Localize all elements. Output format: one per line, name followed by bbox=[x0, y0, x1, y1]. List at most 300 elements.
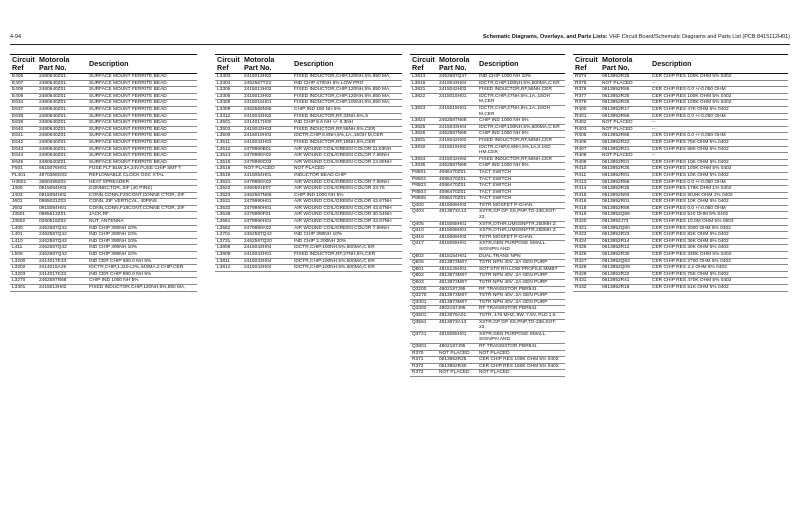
description-cell: NOT PLACED bbox=[292, 166, 402, 173]
description-cell: CER CHIP RES 100K OHM 5% 0402 bbox=[650, 100, 788, 107]
table-row bbox=[410, 350, 565, 357]
description-cell: IND CHIP 390NH 10% bbox=[292, 232, 402, 239]
description-cell: IND CHIP 390NH 10% bbox=[87, 245, 197, 252]
table-row bbox=[10, 232, 197, 239]
table-row bbox=[215, 186, 402, 193]
description-cell: AIR WOUND COIL/GREEN COLOR 11.03NH bbox=[292, 146, 402, 153]
description-cell: SURFACE MOUNT FERRITE BEAD bbox=[87, 159, 197, 166]
circuit-ref-cell: L3816 bbox=[410, 80, 437, 87]
table-row bbox=[410, 228, 565, 235]
table-header-row bbox=[410, 55, 565, 74]
table-row bbox=[410, 176, 565, 183]
circuit-ref-cell: R428 bbox=[573, 265, 600, 272]
table-row bbox=[10, 238, 197, 245]
circuit-ref-cell: L3532 bbox=[215, 205, 242, 212]
description-cell: CER CHIP RES 82K OHM 5% 0402 bbox=[650, 232, 788, 239]
part-number-cell: 4870368G02 bbox=[37, 172, 87, 179]
description-cell: -- bbox=[650, 120, 788, 127]
circuit-ref-cell: R375 bbox=[573, 80, 600, 87]
circuit-ref-cell: Q603 bbox=[410, 280, 437, 287]
circuit-ref-cell: Q405 bbox=[410, 221, 437, 228]
table-row bbox=[573, 74, 788, 81]
part-number-cell: 2415013H02 bbox=[242, 93, 292, 100]
circuit-ref-cell: L3522 bbox=[215, 186, 242, 193]
table-row bbox=[573, 139, 788, 146]
table-row bbox=[410, 137, 565, 144]
description-cell: CHIP IND 1000 NH 5% bbox=[477, 131, 565, 138]
part-number-cell: 0613952R41 bbox=[600, 278, 650, 285]
part-number-cell: 4815069H02 bbox=[437, 202, 477, 209]
part-number-cell: 2480640Z01 bbox=[37, 106, 87, 113]
description-cell: CHIP IND 1000 NH 5% bbox=[477, 118, 565, 125]
circuit-ref-cell: L3813 bbox=[410, 74, 437, 81]
description-cell: TSTR NPN 40V .2A GEN PURP bbox=[477, 273, 565, 280]
table-row bbox=[573, 106, 788, 113]
table-row bbox=[573, 258, 788, 265]
part-number-cell: 2480640Z01 bbox=[37, 146, 87, 153]
circuit-ref-cell: E641 bbox=[10, 133, 37, 140]
description-cell: CHIP IND 1000 NH 5% bbox=[477, 163, 565, 170]
part-number-cell: 2415043H04 bbox=[242, 265, 292, 272]
circuit-ref-cell: Q601 bbox=[410, 266, 437, 273]
circuit-ref-cell: P8504 bbox=[410, 189, 437, 196]
circuit-ref-cell: J400 bbox=[10, 186, 37, 193]
circuit-ref-cell: L505 bbox=[10, 252, 37, 259]
part-number-cell: 2415013H02 bbox=[242, 87, 292, 94]
circuit-ref-cell: R373 bbox=[410, 370, 437, 377]
description-cell: CER CHIP RES 178K OHM 1% 0402 bbox=[650, 186, 788, 193]
part-number-cell: 2680499Z02 bbox=[37, 179, 87, 186]
description-cell: TSTR NPN 40V .2A GEN PURP bbox=[477, 280, 565, 287]
description-cell: CER CHIP RES 100K OHM 5% 0402 bbox=[650, 166, 788, 173]
part-number-cell: 0613952R14 bbox=[600, 238, 650, 245]
part-number-cell: 0613952R01 bbox=[600, 159, 650, 166]
description-cell: FIXED INDUCTOR,RF,27NH,5%,CER bbox=[292, 252, 402, 259]
parts-column-2 bbox=[215, 54, 402, 272]
table-row bbox=[10, 100, 197, 107]
table-row bbox=[215, 93, 402, 100]
description-cell: DUAL TRANS NPN bbox=[477, 253, 565, 260]
table-row bbox=[10, 192, 197, 199]
part-number-cell: 2462587Q42 bbox=[37, 252, 87, 259]
table-row bbox=[573, 245, 788, 252]
description-cell: IND CER CHIP 680.0 NH 5% bbox=[87, 258, 197, 265]
table-row bbox=[573, 285, 788, 292]
circuit-ref-cell: R423 bbox=[573, 232, 600, 239]
table-row bbox=[10, 258, 197, 265]
header-description: Description bbox=[650, 55, 788, 74]
table-row bbox=[215, 139, 402, 146]
description-cell: FIXED INDUCTOR,RF,33NH,5%,S bbox=[292, 113, 402, 120]
table-row bbox=[10, 172, 197, 179]
circuit-ref-cell: Q3501 bbox=[410, 312, 437, 319]
table-row bbox=[215, 238, 402, 245]
description-cell: SURFACE MOUNT FERRITE BEAD bbox=[87, 80, 197, 87]
circuit-ref-cell: R370 bbox=[410, 350, 437, 357]
description-cell: FIXED INDUCTOR,RF,56NH,5%,CER bbox=[292, 126, 402, 133]
description-cell: NOT PLACED bbox=[477, 370, 565, 377]
description-cell: CER CHIP RES 330K OHM 5% 0402 bbox=[650, 252, 788, 259]
part-number-cell: NOT PLACED bbox=[600, 153, 650, 160]
part-number-cell: 2415042H03 bbox=[242, 139, 292, 146]
description-cell: SOT STR RH LOW PROFILE MMBT bbox=[477, 266, 565, 273]
table-row bbox=[10, 133, 197, 140]
part-number-cell: 4813973M07 bbox=[437, 260, 477, 267]
description-cell: IND CHIP 390NH 10% bbox=[87, 238, 197, 245]
circuit-ref-cell: Q3801 bbox=[410, 343, 437, 350]
part-number-cell: NOT PLACED bbox=[600, 120, 650, 127]
table-row bbox=[410, 312, 565, 319]
table-row bbox=[410, 124, 565, 131]
part-number-cell: 0613952R30 bbox=[437, 363, 477, 370]
part-number-cell: 2415015H01 bbox=[437, 105, 477, 117]
table-row bbox=[215, 232, 402, 239]
table-row bbox=[573, 172, 788, 179]
description-cell: IDCTR,CHIP,100NH,5%,500MA,C ER bbox=[292, 265, 402, 272]
description-cell: CONN, ZIF VERTICAL, 40PINS bbox=[87, 199, 197, 206]
description-cell: SURFACE MOUNT FERRITE BEAD bbox=[87, 93, 197, 100]
table-row bbox=[10, 205, 197, 212]
parts-column-3 bbox=[410, 54, 565, 377]
part-number-cell: 2414017H00 bbox=[242, 120, 292, 127]
circuit-ref-cell: L3200 bbox=[10, 258, 37, 265]
header-circuit-ref: Circuit Ref bbox=[410, 55, 437, 74]
table-row bbox=[410, 260, 565, 267]
circuit-ref-cell: R414 bbox=[573, 186, 600, 193]
table-row bbox=[215, 219, 402, 226]
table-row bbox=[573, 179, 788, 186]
description-cell: CER CHIP RES 10K OHM 5% 0402 bbox=[650, 199, 788, 206]
description-cell: IDCTR,CHIP,100NH,5%,500MA,C ER bbox=[292, 258, 402, 265]
description-cell: SURFACE MOUNT FERRITE BEAD bbox=[87, 106, 197, 113]
part-number-cell: 2479990C03 bbox=[242, 159, 292, 166]
part-number-cell: 4815068H01 bbox=[437, 228, 477, 235]
parts-rows bbox=[215, 74, 402, 272]
description-cell: IDCTR,CHIP,100NH,5%,500MA,C ER bbox=[477, 80, 565, 87]
description-cell: SURFACE MOUNT FERRITE BEAD bbox=[87, 100, 197, 107]
part-number-cell: 2479990B01 bbox=[242, 146, 292, 153]
description-cell: IDCTR,CHIP,6.8NH,5%,1A,0.16O HM,CER bbox=[477, 144, 565, 156]
table-row bbox=[573, 252, 788, 259]
part-number-cell: 4815055H01 bbox=[437, 331, 477, 343]
table-row bbox=[573, 93, 788, 100]
part-number-cell: 4813076A01 bbox=[437, 312, 477, 319]
part-number-cell: 2480640Z01 bbox=[37, 87, 87, 94]
part-number-cell: 4086470Z01 bbox=[437, 189, 477, 196]
table-row bbox=[215, 120, 402, 127]
table-row bbox=[573, 100, 788, 107]
circuit-ref-cell: R424 bbox=[573, 238, 600, 245]
part-number-cell: 2414017K33 bbox=[37, 271, 87, 278]
table-row bbox=[10, 219, 197, 226]
part-number-cell: 2480640Z01 bbox=[37, 120, 87, 127]
description-cell: CHIP IND 1000 NH 5% bbox=[292, 192, 402, 199]
part-number-cell: 4813973A13 bbox=[437, 209, 477, 221]
circuit-ref-cell: L3823 bbox=[410, 105, 437, 117]
part-number-cell: 0613952N93 bbox=[600, 192, 650, 199]
header-part-no: Motorola Part No. bbox=[600, 55, 650, 74]
circuit-ref-cell: E644 bbox=[10, 153, 37, 160]
table-row bbox=[10, 179, 197, 186]
header-circuit-ref: Circuit Ref bbox=[215, 55, 242, 74]
table-row bbox=[410, 80, 565, 87]
description-cell: CER CHIP RES 2000 OHM 5% 0402 bbox=[650, 225, 788, 232]
description-cell: XSTR,OTHR,UMG5NFTR,250MH Z bbox=[477, 228, 565, 235]
part-number-cell: 0613952Q66 bbox=[600, 212, 650, 219]
circuit-ref-cell: R408 bbox=[573, 153, 600, 160]
header-part-no: Motorola Part No. bbox=[437, 55, 477, 74]
circuit-ref-cell: Q3200 bbox=[410, 286, 437, 293]
part-number-cell: 2462587N68 bbox=[437, 118, 477, 125]
table-row bbox=[410, 363, 565, 370]
description-cell: FIXED INDUCTOR,CHIP,100NH,5%,850 MA, bbox=[292, 100, 402, 107]
description-cell: IND CHIP 5.6 NH +/- 0.3NH bbox=[292, 120, 402, 127]
circuit-ref-cell: L3506 bbox=[215, 133, 242, 140]
part-number-cell: 2479990H01 bbox=[242, 205, 292, 212]
circuit-ref-cell: L400 bbox=[10, 225, 37, 232]
parts-column-1 bbox=[10, 54, 197, 292]
table-row bbox=[410, 299, 565, 306]
table-row bbox=[215, 153, 402, 160]
table-row bbox=[410, 87, 565, 94]
description-cell: TACT SWITCH bbox=[477, 183, 565, 190]
description-cell: TACT SWITCH bbox=[477, 176, 565, 183]
table-row bbox=[573, 126, 788, 133]
part-number-cell: 2462587N68 bbox=[437, 163, 477, 170]
table-row bbox=[573, 192, 788, 199]
part-number-cell: 0280516Z02 bbox=[37, 219, 87, 226]
circuit-ref-cell: L3832 bbox=[410, 144, 437, 156]
circuit-ref-cell: R374 bbox=[573, 74, 600, 81]
description-cell: SURFACE MOUNT FERRITE BEAD bbox=[87, 133, 197, 140]
table-row bbox=[10, 87, 197, 94]
circuit-ref-cell: P8501 bbox=[410, 169, 437, 176]
circuit-ref-cell: L411 bbox=[10, 245, 37, 252]
circuit-ref-cell: R419 bbox=[573, 212, 600, 219]
table-row bbox=[410, 196, 565, 203]
part-number-cell: 0915084H01 bbox=[37, 205, 87, 212]
table-row bbox=[10, 126, 197, 133]
description-cell: SURFACE MOUNT FERRITE BEAD bbox=[87, 153, 197, 160]
part-number-cell: 0613952Q09 bbox=[600, 265, 650, 272]
description-cell: IDCTR,CHIP,1.2UH,2%,440MA,2 CHIP,CER bbox=[87, 265, 197, 272]
table-row bbox=[215, 265, 402, 272]
description-cell: IDCTR,CHIP,47NH,5%,1A.,16OH M,CER bbox=[477, 93, 565, 105]
table-row bbox=[410, 280, 565, 287]
part-number-cell: 4086470Z01 bbox=[437, 196, 477, 203]
part-number-cell: NOT PLACED bbox=[600, 126, 650, 133]
table-row bbox=[10, 146, 197, 153]
description-cell: FIXED INDUCTOR,CHIP,120NH,5%,850 MA, bbox=[292, 93, 402, 100]
part-number-cell: 4086470Z01 bbox=[437, 183, 477, 190]
header-rule bbox=[10, 44, 790, 45]
table-row bbox=[410, 169, 565, 176]
part-number-cell: 2462587N68 bbox=[437, 131, 477, 138]
table-row bbox=[215, 172, 402, 179]
description-cell: CER CHIP RES 47K OHM 5% 0402 bbox=[650, 106, 788, 113]
table-row bbox=[573, 120, 788, 127]
part-number-cell: 2479990F01 bbox=[242, 212, 292, 219]
description-cell: CER CHIP RES 0.0 +/-0.050 OHM bbox=[650, 87, 788, 94]
table-row bbox=[10, 199, 197, 206]
circuit-ref-cell: L3523 bbox=[215, 192, 242, 199]
description-cell: CONNECTOR, ZIF (40 PINS) bbox=[87, 186, 197, 193]
part-number-cell: 2462587Q42 bbox=[37, 225, 87, 232]
part-number-cell: 2415015H01 bbox=[437, 93, 477, 105]
table-row bbox=[410, 273, 565, 280]
part-number-cell: 2415054H01 bbox=[242, 172, 292, 179]
description-cell: TSTR, 175 MHZ, 8W, 7.5V, PLD 1.5 bbox=[477, 312, 565, 319]
table-row bbox=[573, 238, 788, 245]
table-row bbox=[410, 343, 565, 350]
circuit-ref-cell: L3519 bbox=[215, 172, 242, 179]
table-row bbox=[410, 286, 565, 293]
description-cell: XSTR,GEN PURPOSE SMALL SIGN/PN AND bbox=[477, 241, 565, 253]
description-cell: CER CHIP RES 160K OHM 5% 0402 bbox=[477, 363, 565, 370]
parts-table-2 bbox=[215, 54, 402, 272]
description-cell: TSTR NPN 40V .2A GEN PURP bbox=[477, 293, 565, 300]
description-cell: FUSE FLT BLW,3A,24V,FUSE CHIP SMT T bbox=[87, 166, 197, 173]
page-number: 4-94 bbox=[10, 34, 22, 40]
table-row bbox=[573, 278, 788, 285]
description-cell: IND CHIP 390NH 10% bbox=[87, 232, 197, 239]
description-cell: CER CHIP RES 2700 OHM 5% 0402 bbox=[650, 258, 788, 265]
table-row bbox=[410, 221, 565, 228]
table-row bbox=[410, 241, 565, 253]
description-cell: CER CHIP RES 0.0 +/-0.050 OHM bbox=[650, 179, 788, 186]
circuit-ref-cell: E408 bbox=[10, 87, 37, 94]
table-row bbox=[10, 278, 197, 285]
circuit-ref-cell: E406 bbox=[10, 74, 37, 81]
part-number-cell: 2462587Q42 bbox=[37, 232, 87, 239]
circuit-ref-cell: L3731 bbox=[215, 238, 242, 245]
circuit-ref-cell: R421 bbox=[573, 225, 600, 232]
circuit-ref-cell: R406 bbox=[573, 139, 600, 146]
circuit-ref-cell: R409 bbox=[573, 159, 600, 166]
part-number-cell: 4813973A13 bbox=[437, 319, 477, 331]
part-number-cell: 2479990H01 bbox=[242, 219, 292, 226]
circuit-ref-cell: L3561 bbox=[215, 219, 242, 226]
part-number-cell: 2479990A02 bbox=[242, 225, 292, 232]
description-cell: AIR WOUND COIL/GREEN COLOR 7.66NH bbox=[292, 225, 402, 232]
circuit-ref-cell: L3515 bbox=[215, 159, 242, 166]
circuit-ref-cell: L3304 bbox=[215, 80, 242, 87]
part-number-cell: 2480640Z01 bbox=[37, 159, 87, 166]
part-number-cell: 4813973M07 bbox=[437, 293, 477, 300]
description-cell: FIXED INDUCTOR,RF,56NH,CER bbox=[477, 87, 565, 94]
part-number-cell: 2462587Q42 bbox=[37, 238, 87, 245]
table-row bbox=[410, 131, 565, 138]
circuit-ref-cell: R429 bbox=[573, 271, 600, 278]
header-part-no: Motorola Part No. bbox=[242, 55, 292, 74]
description-cell: TACT SWITCH bbox=[477, 169, 565, 176]
table-row bbox=[573, 219, 788, 226]
parts-table-3 bbox=[410, 54, 565, 377]
description-cell: NOT PLACED bbox=[477, 350, 565, 357]
circuit-ref-cell: J403 bbox=[10, 192, 37, 199]
description-cell: AIR WOUND COIL/GREEN COLOR 43.67NH bbox=[292, 219, 402, 226]
parts-rows bbox=[410, 74, 565, 377]
description-cell: XSTR,OTHR,UMG5NFTR,250MH Z bbox=[477, 221, 565, 228]
description-cell: CER CHIP RES 30K OHM 5% 0402 bbox=[650, 245, 788, 252]
description-cell: JACK,RF bbox=[87, 212, 197, 219]
part-number-cell: 2415043H02 bbox=[242, 113, 292, 120]
part-number-cell: 2414017K33 bbox=[37, 258, 87, 265]
circuit-ref-cell: L410 bbox=[10, 238, 37, 245]
part-number-cell: 0613952R25 bbox=[600, 74, 650, 81]
description-cell: XSTR,GP GP SS,PNP,TO-236,SOT-23, bbox=[477, 319, 565, 331]
table-row bbox=[10, 106, 197, 113]
part-number-cell: 0915084H02 bbox=[37, 192, 87, 199]
description-cell: IDCTR,CHIP,100NH,5%,500MA,C ER bbox=[292, 245, 402, 252]
part-number-cell: 0613952R25 bbox=[600, 93, 650, 100]
description-cell: AIR WOUND COIL/GREEN COLOR 13.85NH bbox=[292, 159, 402, 166]
description-cell: FIXED INDUCTOR,RF,56NH,CER bbox=[477, 137, 565, 144]
table-row bbox=[573, 153, 788, 160]
table-row bbox=[410, 209, 565, 221]
table-row bbox=[10, 93, 197, 100]
parts-column-4 bbox=[573, 54, 788, 292]
description-cell: IDCTR,CHIP,100NH,5%,500MA,C ER bbox=[477, 124, 565, 131]
description-cell: CER CHIP RES 0.0 +/-0.050 OHM bbox=[650, 113, 788, 120]
part-number-cell: 4802197J95 bbox=[437, 286, 477, 293]
circuit-ref-cell: R378 bbox=[573, 100, 600, 107]
description-cell: IND CHIP 2.200NH 20% bbox=[292, 238, 402, 245]
table-row bbox=[10, 212, 197, 219]
description-cell: CER CHIP RES 36K OHM 5% 0402 bbox=[650, 238, 788, 245]
circuit-ref-cell: F501 bbox=[10, 166, 37, 173]
part-number-cell: 0613952Q83 bbox=[600, 258, 650, 265]
table-row bbox=[410, 370, 565, 377]
table-row bbox=[410, 156, 565, 163]
part-number-cell: 4086470Z01 bbox=[437, 169, 477, 176]
circuit-ref-cell: L3531 bbox=[215, 199, 242, 206]
description-cell: AIR WOUND COIL/GREEN COLOR 23.75 bbox=[292, 186, 402, 193]
description-cell: CONN,CONN,F18CONT,CONNE CTOR, ZIF bbox=[87, 205, 197, 212]
description-cell: TACT SWITCH bbox=[477, 196, 565, 203]
circuit-ref-cell: L3822 bbox=[410, 93, 437, 105]
circuit-ref-cell: R425 bbox=[573, 245, 600, 252]
part-number-cell: 0613952R22 bbox=[600, 139, 650, 146]
circuit-ref-cell: L3824 bbox=[410, 118, 437, 125]
circuit-ref-cell: R372 bbox=[410, 363, 437, 370]
circuit-ref-cell: E643 bbox=[10, 146, 37, 153]
description-cell: IDCTR,CHIP,6.8NH,5%,1A.,16OH M,CER bbox=[292, 133, 402, 140]
table-row bbox=[10, 74, 197, 81]
circuit-ref-cell: L3826 bbox=[410, 131, 437, 138]
circuit-ref-cell: L3312 bbox=[215, 113, 242, 120]
circuit-ref-cell: L3511 bbox=[215, 139, 242, 146]
circuit-ref-cell: Q3270 bbox=[410, 293, 437, 300]
circuit-ref-cell: J3501 bbox=[10, 212, 37, 219]
circuit-ref-cell: Q3561 bbox=[410, 319, 437, 331]
description-cell: CHIP IND 1000 NH 5% bbox=[87, 278, 197, 285]
part-number-cell: 4815154H01 bbox=[437, 253, 477, 260]
description-cell: REFLOWABLE CLOCK OSC XTAL bbox=[87, 172, 197, 179]
header-description: Description bbox=[477, 55, 565, 74]
description-cell: INDUCTOR BEAD CHIP bbox=[292, 172, 402, 179]
part-number-cell: 2415043H04 bbox=[437, 80, 477, 87]
circuit-ref-cell: L3521 bbox=[215, 179, 242, 186]
circuit-ref-cell: R413 bbox=[573, 179, 600, 186]
part-number-cell: 2462587Q42 bbox=[242, 232, 292, 239]
part-number-cell: 2462567N68 bbox=[242, 192, 292, 199]
part-number-cell: 2415043H03 bbox=[242, 126, 292, 133]
description-cell: FIXED INDUCTOR,CHIP,120NH,5%,850 MA, bbox=[87, 285, 197, 292]
table-row bbox=[215, 205, 402, 212]
part-number-cell: 4802197J95 bbox=[437, 343, 477, 350]
circuit-ref-cell: R400 bbox=[573, 106, 600, 113]
